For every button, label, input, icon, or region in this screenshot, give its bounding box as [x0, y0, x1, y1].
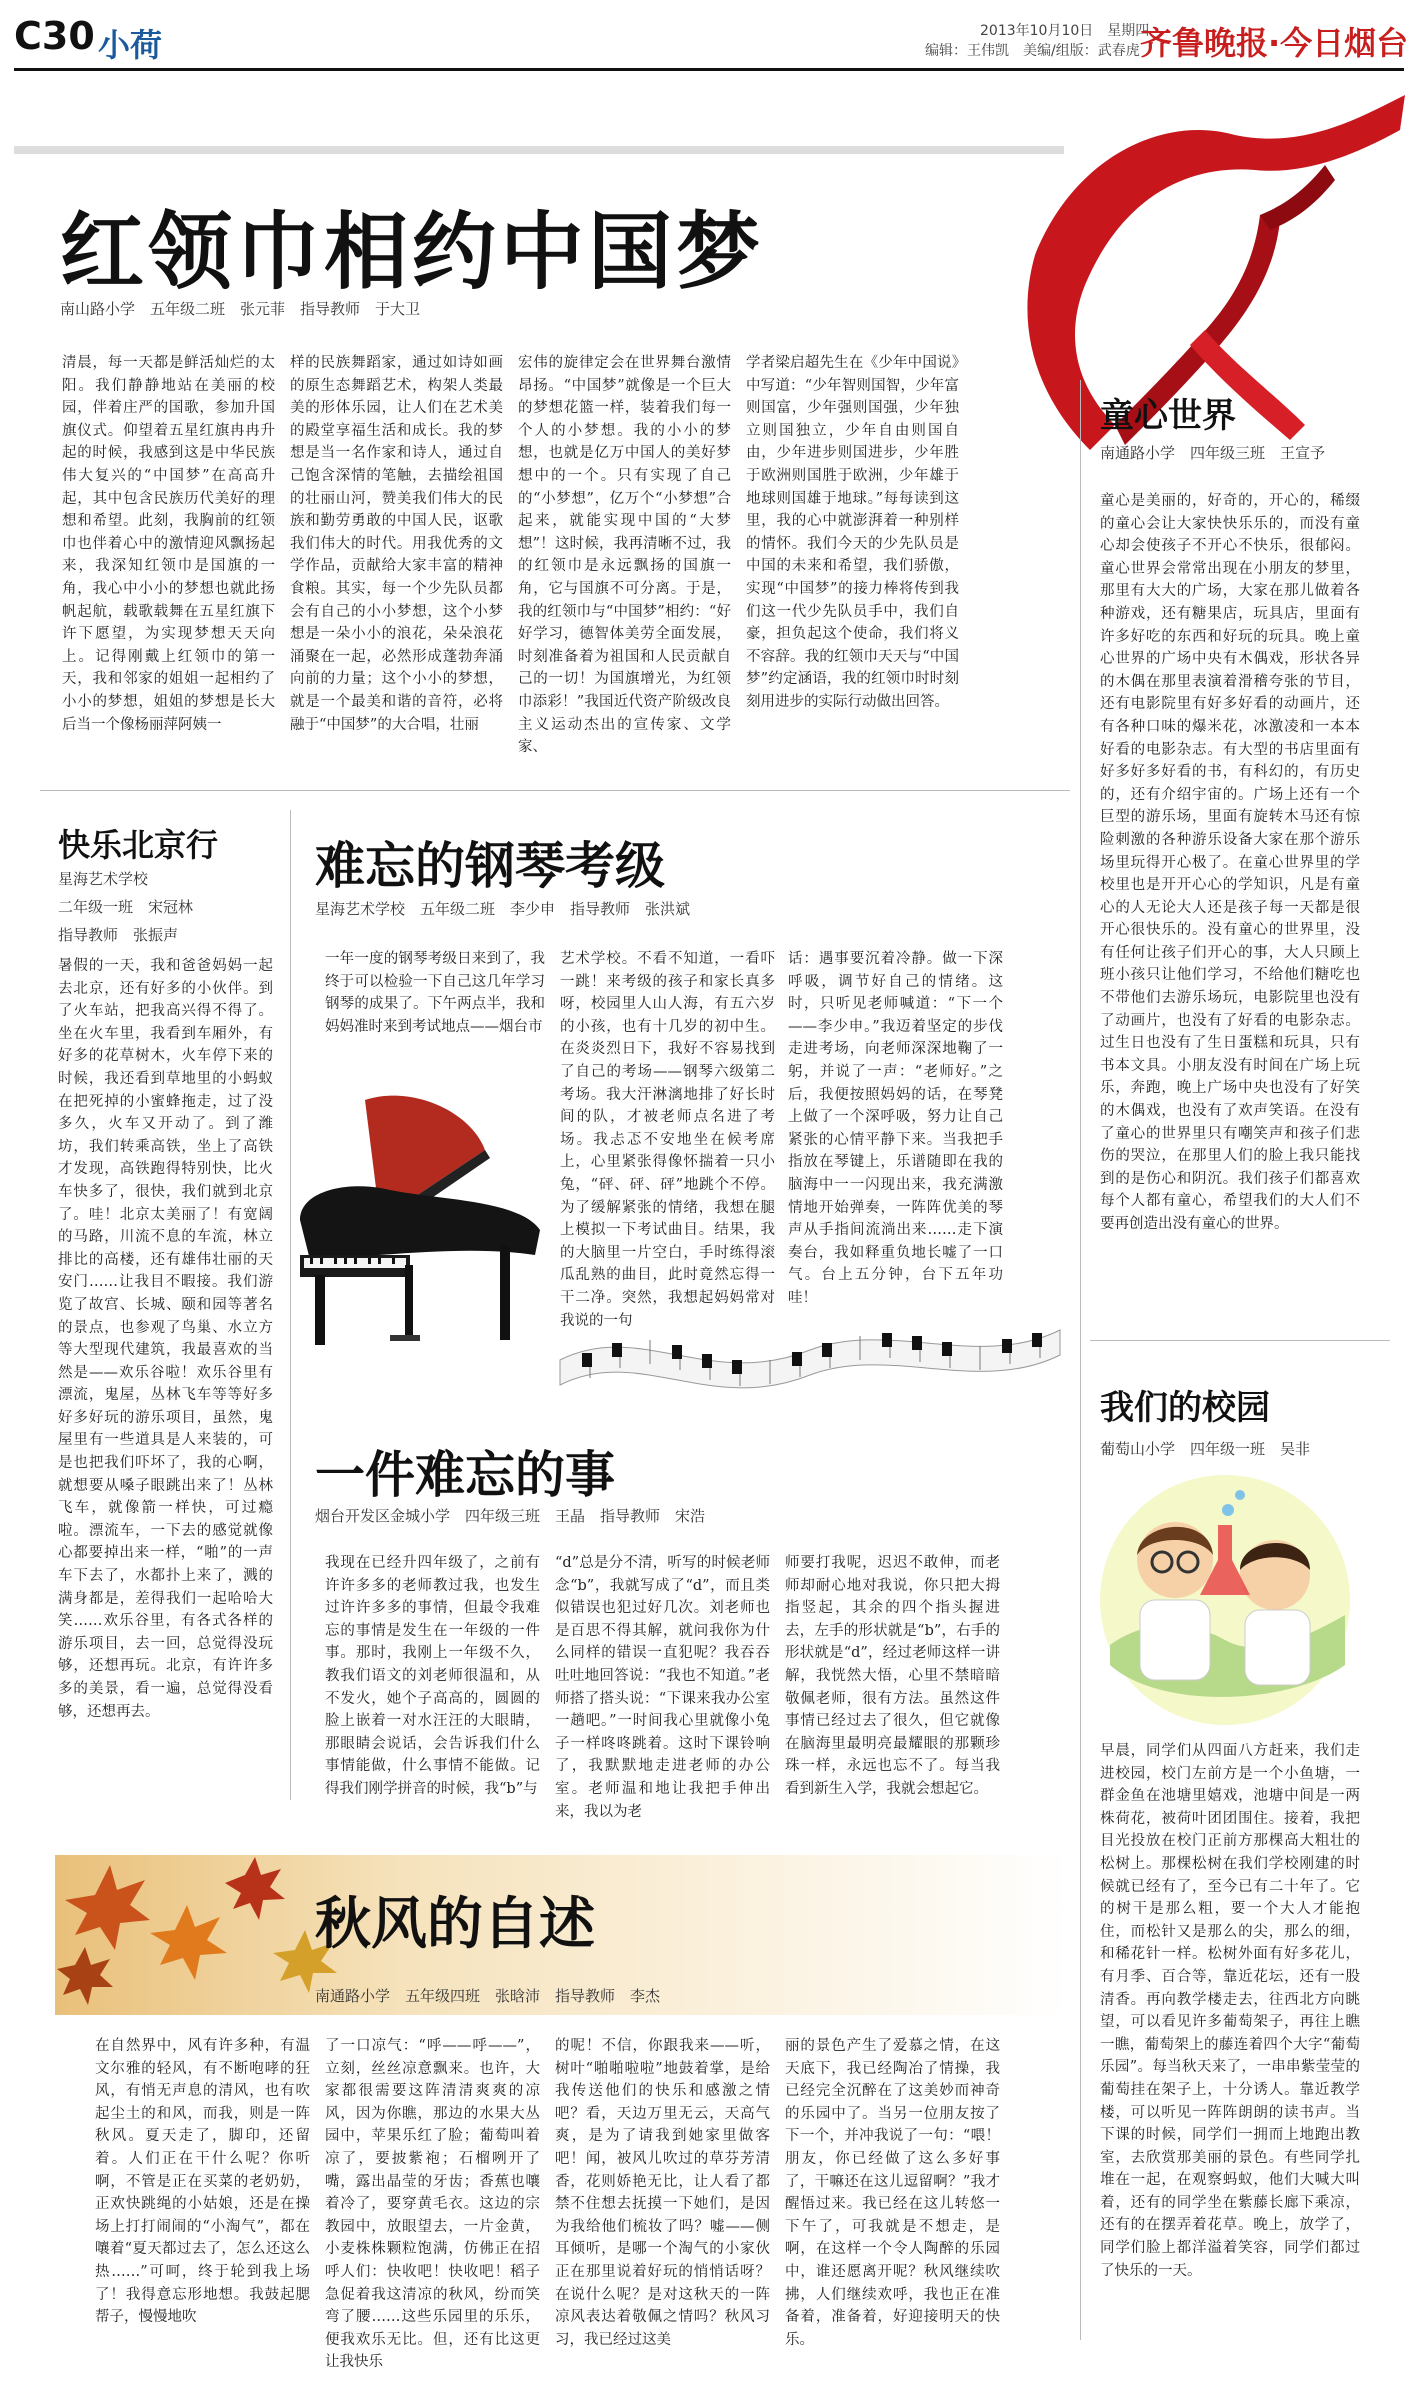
article-column: 丽的景色产生了爱慕之情，在这天底下，我已经陶冶了情操，我已经完全沉醉在了这美妙而神奇的乐园中了。当另一位朋友按了下一个，并冲我说了一句：“喂！朋友，你已经做了这么多好事了，干嘛还在这儿逗留啊？”我才醒悟过来。我已经在这儿转悠一下午了，可我就是不想走，是啊，在这样一个令人陶醉的乐园中，谁还愿离开呢？秋风继续吹拂，人们继续欢呼，我也正在准备着，准备着，好迎接明天的快乐。 [785, 2038, 1000, 2348]
header-rule [14, 68, 1404, 71]
article-column: “d”总是分不清，听写的时候老师念“b”，我就写成了“d”，而且类似错误也犯过好几次。刘老师也是百思不得其解，就问我你为什么同样的错误一直犯呢？我吞吞吐吐地回答说：“我也不知道。”老师搭了搭头说：“下课来我办公室一趟吧。”一时间我心里就像小兔子一样咚咚跳着。这时下课铃响了，我默默地走进老师的办公室。老师温和地让我把手伸出来，我以为老 [555, 1555, 770, 1820]
article-column: 宏伟的旋律定会在世界舞台激情昂扬。“中国梦”就像是一个巨大的梦想花篮一样，装着我们每一个人的小梦想。我的小小的梦想，也就是亿万中国人的美好梦想中的一个。只有实现了自己的“小梦想”，亿万个“小梦想”合起来，就能实现中国的“大梦想”！这时候，我再清晰不过，我的红领巾是永远飘扬的国旗一角，它与国旗不可分离。于是，我的红领巾与“中国梦”相约：“好好学习，德智体美劳全面发展，时刻准备着为祖国和人民贡献自己的一切！为国旗增光，为红领巾添彩！”我国近代资产阶级改良主义运动杰出的宣传家、文学家、 [518, 355, 731, 756]
article-column: 暑假的一天，我和爸爸妈妈一起去北京，还有好多的小伙伴。到了火车站，把我高兴得不得了。坐在火车里，我看到车厢外，有好多的花草树木，火车停下来的时候，我还看到草地里的小蚂蚁在把死掉的小蜜蜂拖走，过了没多久，火车又开动了。到了潍坊，我们转乘高铁，坐上了高铁才发现，高铁跑得特别快，比火车快多了，很快，我们就到北京了。哇！北京太美丽了！有宽阔的马路，川流不息的车流，林立排比的高楼，还有雄伟壮丽的天安门……让我目不暇接。我们游览了故宫、长城、颐和园等著名的景点，也参观了鸟巢、水立方等大型现代建筑，我最喜欢的当然是——欢乐谷啦！欢乐谷里有漂流，鬼屋，丛林飞车等等好多好多好玩的游乐项目，虽然，鬼屋里有一些道具是人来装的，可是也把我们吓坏了，我的心啊，就想要从嗓子眼跳出来了！丛林飞车，就像箭一样快，可过瘾啦。漂流车，一下去的感觉就像心都要掉出来一样，“啪”的一声车下去了，水都扑上来了，溅的满身都是，差得我们一起哈哈大笑……欢乐谷里，有各式各样的游乐项目，去一回，总觉得没玩够，还想再玩。北京，有许许多多的美景，看一遍，总觉得没看够，还想再去。 [58, 958, 273, 1720]
article-column: 话：遇事要沉着冷静。做一下深呼吸，调节好自己的情绪。这时，只听见老师喊道：“下一个——李少申。”我迈着坚定的步伐走进考场，向老师深深地鞠了一躬，并说了一声：“老师好。”之后，我便按照妈妈的话，在琴凳上做了一个深呼吸，努力让自己紧张的心情平静下来。当我把手指放在琴键上，乐谱随即在我的脑海中一一闪现出来，我充满激情地开始弹奏，一阵阵优美的琴声从手指间流淌出来……走下演奏台，我如释重负地长嘘了一口气。台上五分钟，台下五年功哇！ [788, 951, 1003, 1306]
article-title-childlike-world: 童心世界 [1100, 396, 1236, 436]
editor-credits: 编辑：王伟凯 美编/组版：武春虎 [925, 43, 1140, 59]
article-title-piano-exam: 难忘的钢琴考级 [315, 837, 665, 895]
article-school: 星海艺术学校 [58, 870, 149, 888]
article-column: 早晨，同学们从四面八方赶来，我们走进校园，校门左前方是一个小鱼塘，一群金鱼在池塘里嬉戏，池塘中间是一两株荷花，被荷叶团团围住。接着，我把目光投放在校门正前方那棵高大粗壮的松树上。那棵松树在我们学校刚建的时候就已经有了，至今已有二十年了。它的树干是那么粗，要一个大人才能抱住，而松针又是那么的尖，那么的细，和稀花针一样。松树外面有好多花儿，有月季、百合等，靠近花坛，还有一股清香。再向教学楼走去，往西北方向眺望，可以看见许多葡萄架子，再往上瞧一瞧，葡萄架上的藤连着四个大字“葡萄乐园”。每当秋天来了，一串串紫莹莹的葡萄挂在架子上，十分诱人。靠近教学楼，可以听见一阵阵朗朗的读书声。当下课的时候，同学们一拥而上地跑出教室，去欣赏那美丽的景色。有些同学扎堆在一起，在观察蚂蚁，他们大喊大叫着，还有的同学坐在紫藤长廊下乘凉，还有的在摆弄着花草。晚上，放学了，同学们脸上都洋溢着笑容，同学们都过了快乐的一天。 [1100, 1743, 1360, 2279]
article-column: 童心是美丽的，好奇的，开心的，稀缀的童心会让大家快快乐乐的，而没有童心却会使孩子不开心不快乐，很郁闷。童心世界会常常出现在小朋友的梦里，那里有大大的广场，大家在那儿做着各种游戏，还有糖果店，玩具店，里面有许多好吃的东西和好玩的玩具。晚上童心世界的广场中央有木偶戏，形状各异的木偶在那里表演着滑稽夸张的节目，还有电影院里有好多好看的动画片，还有各种口味的爆米花，冰激凌和一本本好看的电影杂志。有大型的书店里面有好多好多好看的书，有科幻的，有历史的，还有介绍宇宙的。广场上还有一个巨型的游乐场，里面有旋转木马还有惊险刺激的各种游乐设备大家在那个游乐场里玩得开心极了。在童心世界里的学校里也是开开心心的学知识，凡是有童心的人无论大人还是孩子每一天都是很开心很快乐的。没有童心的世界里，没有任何让孩子们开心的事，大人只顾上班小孩只让他们学习，不给他们糖吃也不带他们去游乐场玩，电影院里也没有了动画片，也没有了好看的电影杂志。过生日也没有了生日蛋糕和玩具，只有书本文具。小朋友没有时间在广场上玩乐，奔跑，晚上广场中央也没有了好笑的木偶戏，也没有了欢声笑语。在没有了童心的世界里只有嘲笑声和孩子们悲伤的哭泣，在那里人们的脸上我只能找到的是伤心和阴沉。我们孩子们都喜欢每个人都有童心，希望我们的大人们不要再创造出没有童心的世界。 [1100, 493, 1360, 1232]
article-byline-red-scarf: 南山路小学 五年级二班 张元菲 指导教师 于大卫 [60, 300, 421, 318]
header-shade-rule [14, 146, 1064, 154]
article-title-memorable-event: 一件难忘的事 [315, 1446, 615, 1504]
article-column: 我现在已经升四年级了，之前有许许多多的老师教过我，也发生过许许多多的事情，但最令我难忘的事情是发生在一年级的一件事。那时，我刚上一年级不久，教我们语文的刘老师很温和，从不发火，她个子高高的，圆圆的脸上嵌着一对水汪汪的大眼睛，那眼睛会说话，会告诉我们什么事情能做，什么事情不能做。记得我们刚学拼音的时候，我“b”与 [325, 1555, 540, 1797]
article-column: 了一口凉气：“呼——呼——”，立刻，丝丝凉意飘来。也许，大家都很需要这阵清清爽爽的凉风，因为你瞧，那边的水果大丛园中，苹果乐红了脸；葡萄叫着凉了，要披紫袍；石榴咧开了嘴，露出晶莹的牙齿；香蕉也嚷着冷了，要穿黄毛衣。这边的宗教园中，放眼望去，一片金黄，小麦株株颗粒饱满，仿佛正在招呼人们：快收吧！快收吧！稻子急促着我这清凉的秋风，纷而笑弯了腰……这些乐园里的乐乐，便我欢乐无比。但，还有比这更让我快乐 [325, 2038, 540, 2371]
article-column: 学者梁启超先生在《少年中国说》中写道：“少年智则国智，少年富则国富，少年强则国强，少年独立则国独立，少年自由则国自由，少年进步则国进步，少年胜于欧洲则国胜于欧洲，少年雄于地球则国雄于地球。”每每读到这里，我的心中就澎湃着一种别样的情怀。我们今天的少先队员是中国的未来和希望，我们骄傲，实现“中国梦”的接力棒将传到我们这一代少先队员手中，我们自豪，担负起这个使命，我们将义不容辞。我的红领巾天天与“中国梦”约定涵语，我的红领巾时时刻刻用进步的实际行动做出回答。 [746, 355, 959, 710]
article-grade-author: 二年级一班 宋冠林 [58, 898, 194, 916]
article-column: 师要打我呢，迟迟不敢伸，而老师却耐心地对我说，你只把大拇指竖起，其余的四个指头握进去，左手的形状就是“b”，右手的形状就是“d”，经过老师这样一讲解，我恍然大悟，心里不禁暗暗敬佩老师，很有方法。虽然这件事情已经过去了很久，但它就像在脑海里最明亮最耀眼的那颗珍珠一样，永远也忘不了。每当我看到新生入学，我就会想起它。 [785, 1555, 1000, 1797]
article-column: 在自然界中，风有许多种，有温文尔雅的轻风，有不断咆哮的狂风，有悄无声息的清风，也有吹起尘土的和风，而我，则是一阵秋风。夏天走了，脚印，还留着。人们正在干什么呢？你听啊，不管是正在买菜的老奶奶，正欢快跳绳的小姑娘，还是在操场上打打闹闹的“小淘气”，都在嚷着“夏天都过去了，怎么还这么热……”可呵，终于轮到我上场了！我得意忘形地想。我鼓起腮帮子，慢慢地吹 [95, 2038, 310, 2326]
kids-science-illustration [1090, 1465, 1360, 1730]
newspaper-brand: 齐鲁晚报·今日烟台 [1140, 24, 1409, 62]
article-byline-piano-exam: 星海艺术学校 五年级二班 李少申 指导教师 张洪斌 [315, 900, 691, 918]
article-byline-autumn-wind: 南通路小学 五年级四班 张晗沛 指导教师 李杰 [315, 1987, 661, 2005]
article-column: 的呢！不信，你跟我来——听，树叶“啪啪啦啦”地鼓着掌，是给我传送他们的快乐和感激之情吧？看，天边万里无云，天高气爽，是为了请我到她家里做客吧！闻，被风儿吹过的草芬芳清香，花则娇艳无比，让人看了都禁不住想去抚摸一下她们，是因为我给他们梳妆了吗？嘘——侧耳倾听，是哪一个淘气的小家伙正在那里说着好玩的悄悄话呀？在说什么呢？是对这秋天的一阵凉风表达着敬佩之情吗？秋风习习，我已经过这美 [555, 2038, 770, 2348]
article-byline-childlike-world: 南通路小学 四年级三班 王宣予 [1100, 444, 1326, 462]
section-name: 小荷 [98, 26, 163, 64]
article-teacher: 指导教师 张振声 [58, 926, 179, 944]
article-column: 一年一度的钢琴考级日来到了，我终于可以检验一下自己这几年学习钢琴的成果了。下午两点半，我和妈妈准时来到考试地点——烟台市 [325, 951, 545, 1035]
grand-piano-illustration [270, 1080, 570, 1360]
piano-keys-wave [560, 1280, 1060, 1420]
article-title-autumn-wind: 秋风的自述 [315, 1892, 595, 1957]
page-number: C30 [14, 14, 95, 58]
article-title-happy-beijing: 快乐北京行 [58, 826, 219, 864]
article-byline-memorable-event: 烟台开发区金城小学 四年级三班 王晶 指导教师 宋浩 [315, 1507, 706, 1525]
article-title-red-scarf: 红领巾相约中国梦 [60, 203, 765, 301]
article-column: 艺术学校。不看不知道，一看吓一跳！来考级的孩子和家长真多呀，校园里人山人海，有五六岁的小孩，也有十几岁的初中生。在炎炎烈日下，我好不容易找到了自己的考场——钢琴六级第二考场。我大汗淋漓地排了好长时间的队，才被老师点名进了考场。我忐忑不安地坐在候考席上，心里紧张得像怀揣着一只小兔，“砰、砰、砰”地跳个不停。为了缓解紧张的情绪，我想在腿上模拟一下考试曲目。结果，我的大脑里一片空白，手时练得滚瓜乱熟的曲目，此时竟然忘得一干二净。突然，我想起妈妈常对我说的一句 [560, 951, 775, 1329]
article-title-our-campus: 我们的校园 [1100, 1388, 1270, 1428]
article-byline-our-campus: 葡萄山小学 四年级一班 吴非 [1100, 1440, 1311, 1458]
article-column: 样的民族舞蹈家，通过如诗如画的原生态舞蹈艺术，构架人类最美的形体乐园，让人们在艺术美的殿堂享福生活和成长。我的梦想是当一名作家和诗人，通过自己饱含深情的笔触，去描绘祖国的壮丽山河，赞美我们伟大的民族和勤劳勇敢的中国人民，讴歌我们伟大的时代。用我优秀的文学作品，贡献给大家丰富的精神食粮。其实，每一个少先队员都会有自己的小小梦想，这个小梦想是一朵小小的浪花，朵朵浪花涌聚在一起，必然形成蓬勃奔涌向前的力量；这个小小的梦想，就是一个最美和谐的音符，必将融于“中国梦”的大合唱，壮丽 [290, 355, 503, 733]
issue-date: 2013年10月10日 星期四 [980, 23, 1150, 39]
article-column: 清晨，每一天都是鲜活灿烂的太阳。我们静静地站在美丽的校园，伴着庄严的国歌，参加升国旗仪式。仰望着五星红旗冉冉升起的时候，我感到这是中华民族伟大复兴的“中国梦”在高高升起，其中包含民族历代美好的理想和希望。此刻，我胸前的红领巾也伴着心中的激情迎风飘扬起来，我深知红领巾是国旗的一角，我心中小小的梦想也就此扬帆起航，载歌载舞在五星红旗下许下愿望，为实现梦想天天向上。记得刚戴上红领巾的第一天，我和邻家的姐姐一起相约了小小的梦想，姐姐的梦想是长大后当一个像杨丽萍阿姨一 [62, 355, 275, 733]
